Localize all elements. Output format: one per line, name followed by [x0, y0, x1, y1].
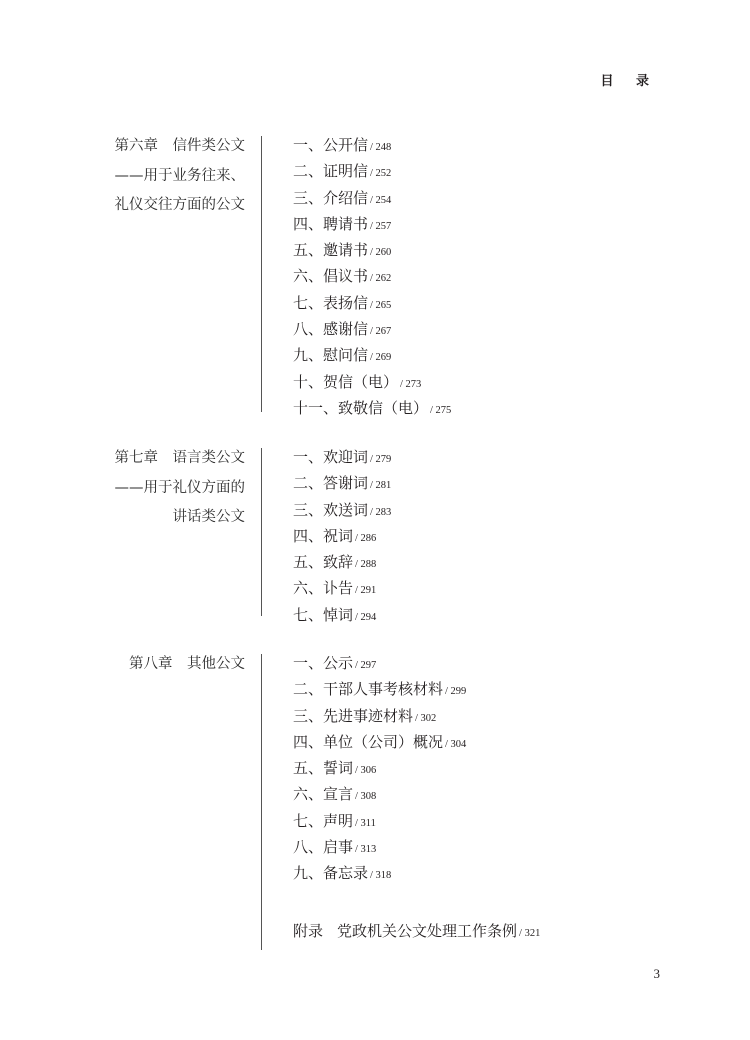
toc-entry[interactable] — [293, 158, 451, 184]
toc-entry-page: / 313 — [355, 844, 377, 856]
toc-entry[interactable] — [293, 602, 391, 628]
toc-entry[interactable] — [293, 497, 391, 523]
toc-entry[interactable] — [293, 185, 451, 211]
toc-entry-page: / 275 — [430, 404, 452, 416]
toc-entry-page: / 294 — [355, 611, 377, 623]
toc-entry-label: 七、声明 — [293, 811, 354, 830]
toc-entry-label: 七、表扬信 — [293, 293, 369, 312]
chapter-title-line: 第七章 语言类公文 — [114, 450, 245, 466]
toc-entry-label: 五、誓词 — [293, 759, 354, 778]
toc-entry[interactable] — [293, 549, 391, 575]
toc-entry-label: 二、证明信 — [293, 162, 369, 181]
toc-entry-label: 九、备忘录 — [293, 864, 369, 883]
toc-entry-page: / 288 — [355, 559, 377, 571]
toc-entry-page: / 248 — [370, 142, 392, 153]
toc-entry-page: / 299 — [445, 686, 467, 698]
toc-entry-label: 十一、致敬信（电） — [293, 398, 429, 417]
toc-entry-list — [293, 444, 391, 628]
toc-entry-page: / 311 — [355, 817, 376, 829]
vertical-divider — [261, 448, 262, 616]
vertical-divider — [261, 654, 262, 950]
toc-entry-label: 一、公开信 — [293, 136, 369, 154]
toc-entry[interactable] — [293, 470, 391, 496]
toc-entry-page: / 279 — [370, 454, 392, 465]
toc-entry-page: / 306 — [355, 765, 377, 777]
toc-entry-page: / 291 — [355, 585, 377, 597]
toc-entry[interactable] — [293, 316, 451, 342]
toc-entry-page: / 254 — [370, 194, 392, 206]
toc-entry-page: / 252 — [370, 168, 392, 180]
chapter-title-line: 礼仪交往方面的公文 — [114, 197, 245, 213]
toc-entry[interactable] — [293, 755, 466, 781]
chapter-title-line: ——用于礼仪方面的 — [114, 479, 245, 496]
toc-entry-label: 三、先进事迹材料 — [293, 706, 414, 725]
toc-entry[interactable] — [293, 290, 451, 316]
toc-entry-label: 六、倡议书 — [293, 267, 369, 286]
vertical-divider — [261, 136, 262, 412]
chapter-title-line: 讲话类公文 — [172, 509, 245, 525]
appendix-entry[interactable] — [293, 918, 540, 947]
appendix-page: / 321 — [519, 928, 541, 939]
toc-entry-page: / 265 — [370, 299, 392, 311]
toc-entry[interactable] — [293, 676, 466, 702]
toc-entry-label: 三、欢送词 — [293, 500, 369, 519]
toc-entry[interactable] — [293, 834, 466, 860]
toc-entry-list — [293, 650, 466, 887]
chapter-title-line: 第六章 信件类公文 — [114, 138, 245, 154]
toc-entry[interactable] — [293, 444, 391, 470]
toc-entry-label: 一、欢迎词 — [293, 448, 369, 466]
toc-entry-label: 十、贺信（电） — [293, 372, 399, 391]
toc-entry-label: 六、宣言 — [293, 785, 354, 804]
toc-entry-page: / 267 — [370, 326, 392, 338]
toc-entry[interactable] — [293, 395, 451, 421]
toc-entry[interactable] — [293, 523, 391, 549]
toc-entry[interactable] — [293, 781, 466, 807]
toc-entry-page: / 304 — [445, 738, 467, 750]
toc-entry-label: 九、慰问信 — [293, 346, 369, 365]
toc-entry-label: 二、答谢词 — [293, 474, 369, 493]
toc-entry[interactable] — [293, 650, 466, 676]
toc-entry-page: / 273 — [400, 378, 422, 390]
toc-entry[interactable] — [293, 369, 451, 395]
toc-entry[interactable] — [293, 575, 391, 601]
toc-entry-label: 八、感谢信 — [293, 320, 369, 339]
toc-entry-page: / 286 — [355, 532, 377, 544]
toc-entry-list — [293, 132, 451, 421]
toc-entry-page: / 308 — [355, 791, 377, 803]
toc-entry[interactable] — [293, 132, 451, 158]
running-head-title: 目 录 — [600, 74, 658, 89]
toc-entry-label: 五、邀请书 — [293, 241, 369, 260]
chapter-title — [100, 132, 245, 221]
chapter-title — [100, 650, 245, 680]
appendix-prefix: 附录 — [293, 922, 324, 940]
toc-entry-label: 三、介绍信 — [293, 188, 369, 207]
toc-entry-page: / 269 — [370, 352, 392, 364]
toc-entry[interactable] — [293, 237, 451, 263]
toc-entry[interactable] — [293, 808, 466, 834]
toc-entry-page: / 260 — [370, 247, 392, 259]
toc-entry[interactable] — [293, 703, 466, 729]
toc-entry-label: 一、公示 — [293, 654, 354, 672]
toc-entry[interactable] — [293, 860, 466, 886]
toc-entry[interactable] — [293, 263, 451, 289]
toc-entry-label: 四、聘请书 — [293, 214, 369, 233]
toc-entry-page: / 281 — [370, 480, 392, 492]
toc-entry-page: / 297 — [355, 660, 377, 671]
toc-entry-page: / 262 — [370, 273, 392, 285]
toc-entry[interactable] — [293, 211, 451, 237]
toc-entry-label: 七、悼词 — [293, 605, 354, 624]
toc-entry-label: 八、启事 — [293, 838, 354, 857]
chapter-title — [100, 444, 245, 533]
toc-entry-label: 四、祝词 — [293, 526, 354, 545]
toc-entry-page: / 257 — [370, 220, 392, 232]
page-number: 3 — [653, 966, 660, 981]
toc-entry-page: / 302 — [415, 712, 437, 724]
toc-entry-page: / 283 — [370, 506, 392, 518]
toc-entry[interactable] — [293, 342, 451, 368]
appendix-title: 党政机关公文处理工作条例 — [337, 922, 518, 940]
chapter-title-line: ——用于业务往来、 — [114, 167, 245, 184]
toc-entry[interactable] — [293, 729, 466, 755]
toc-entry-label: 四、单位（公司）概况 — [293, 732, 444, 751]
toc-entry-label: 六、讣告 — [293, 579, 354, 598]
toc-entry-label: 五、致辞 — [293, 553, 354, 572]
toc-entry-label: 二、干部人事考核材料 — [293, 680, 444, 699]
chapter-title-line: 第八章 其他公文 — [129, 656, 245, 672]
toc-entry-page: / 318 — [370, 870, 392, 882]
